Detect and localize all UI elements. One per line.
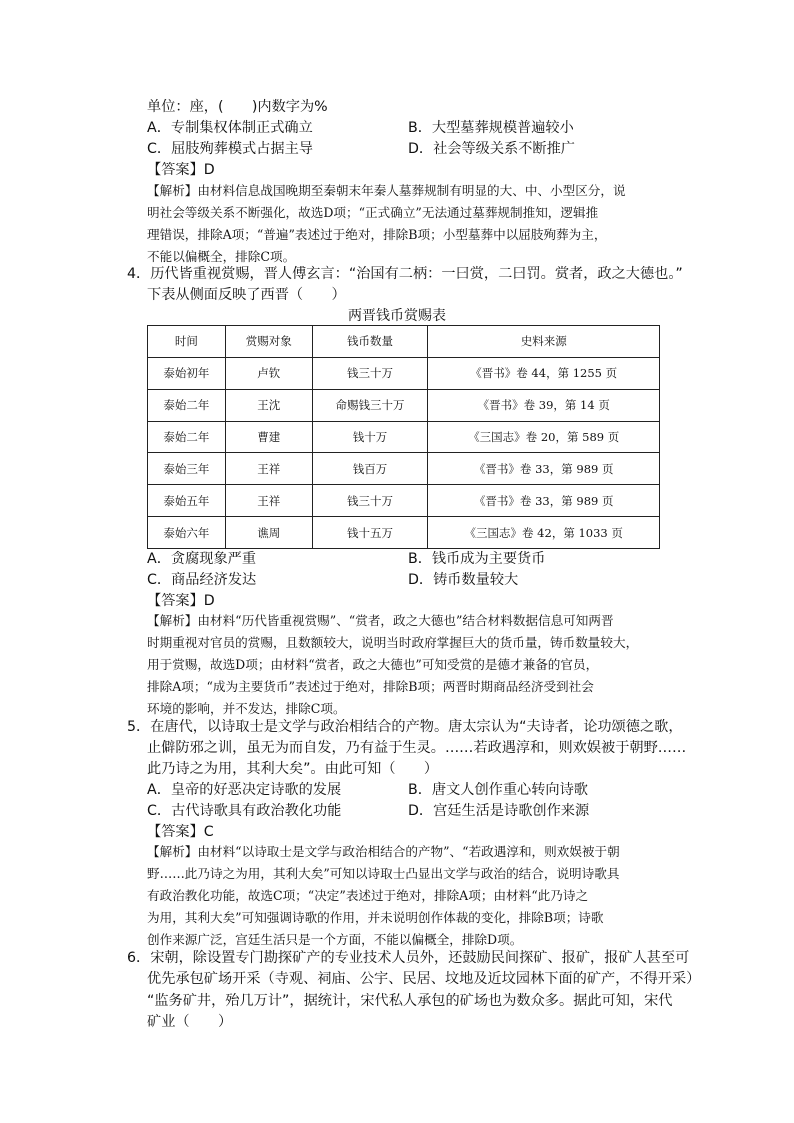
table-cell: 《晋书》卷 39，第 14 页 <box>428 389 660 421</box>
table-header-cell: 时间 <box>148 326 226 358</box>
table-header-cell: 钱币数量 <box>312 326 428 358</box>
q5-explanation-line: 有政治教化功能，故选C项；“决定”表述过于绝对，排除A项；由材料“此乃诗之 <box>147 888 589 903</box>
q3-explanation-line: 不能以偏概全，排除C项。 <box>147 249 296 264</box>
table-cell: 泰始初年 <box>148 357 226 389</box>
table-cell: 钱三十万 <box>312 485 428 517</box>
table-cell: 王祥 <box>225 485 312 517</box>
table-row <box>148 357 660 389</box>
table-row <box>148 421 660 453</box>
unit-line: 单位：座，( )内数字为% <box>147 99 328 115</box>
q3-option-a: A．专制集权体制正式确立 <box>147 120 313 136</box>
table-row <box>148 485 660 517</box>
q5-stem-line: 5．在唐代，以诗取士是文学与政治相结合的产物。唐太宗认为“夫诗者，论功颂德之歌， <box>127 719 683 735</box>
table-cell: 泰始二年 <box>148 389 226 421</box>
q3-option-c: C．屈肢殉葬模式占据主导 <box>147 141 313 157</box>
table-cell: 《三国志》卷 20，第 589 页 <box>428 421 660 453</box>
q3-explanation-line: 明社会等级关系不断强化，故选D项；“正式确立”无法通过墓葬规制推知，逻辑推 <box>147 205 599 220</box>
q6-stem-line: 优先承包矿场开采（寺观、祠庙、公宇、民居、坟地及近坟园林下面的矿产，不得开采） <box>147 971 701 987</box>
q5-stem-line: 此乃诗之为用，其利大矣”。由此可知（ ） <box>147 761 439 777</box>
table-cell: 曹建 <box>225 421 312 453</box>
q5-option-c: C．古代诗歌具有政治教化功能 <box>147 803 342 819</box>
table-cell: 《晋书》卷 33，第 989 页 <box>428 485 660 517</box>
q4-stem-line: 下表从侧面反映了西晋（ ） <box>147 287 346 303</box>
q5-explanation-line: 创作来源广泛，宫廷生活只是一个方面，不能以偏概全，排除D项。 <box>147 932 523 947</box>
table-cell: 钱十五万 <box>312 517 428 549</box>
q4-answer: 【答案】D <box>147 593 215 609</box>
q3-explanation-line: 【解析】由材料信息战国晚期至秦朝末年秦人墓葬规制有明显的大、中、小型区分，说 <box>147 183 626 198</box>
coin-reward-table <box>147 325 660 549</box>
q5-option-b: B．唐文人创作重心转向诗歌 <box>408 782 588 798</box>
table-cell: 王祥 <box>225 453 312 485</box>
q3-answer: 【答案】D <box>147 162 215 178</box>
table-cell: 命赐钱三十万 <box>312 389 428 421</box>
table-row <box>148 453 660 485</box>
table-cell: 《晋书》卷 44，第 1255 页 <box>428 357 660 389</box>
q3-option-b: B．大型墓葬规模普遍较小 <box>408 120 574 136</box>
q4-option-b: B．钱币成为主要货币 <box>408 551 546 567</box>
q4-explanation-line: 用于赏赐，故选D项；由材料“赏者，政之大德也”可知受赏的是德才兼备的官员， <box>147 657 599 672</box>
q6-stem-line: 6．宋朝，除设置专门勘探矿产的专业技术人员外，还鼓励民间探矿、报矿，报矿人甚至可 <box>127 950 690 966</box>
table-cell: 泰始二年 <box>148 421 226 453</box>
table-cell: 钱三十万 <box>312 357 428 389</box>
table-cell: 谯周 <box>225 517 312 549</box>
table-cell: 《晋书》卷 33，第 989 页 <box>428 453 660 485</box>
table-header-row <box>148 326 660 358</box>
table-header-cell: 赏赐对象 <box>225 326 312 358</box>
q5-explanation-line: 为用，其利大矣”可知强调诗歌的作用，并未说明创作体裁的变化，排除B项；诗歌 <box>147 910 604 925</box>
q6-stem-line: 矿业（ ） <box>147 1014 233 1030</box>
q5-option-a: A．皇帝的好恶决定诗歌的发展 <box>147 782 342 798</box>
q4-explanation-line: 环境的影响，并不发达，排除C项。 <box>147 701 346 716</box>
table-cell: 泰始六年 <box>148 517 226 549</box>
q4-explanation-line: 时期重视对官员的赏赐，且数额较大，说明当时政府掌握巨大的货币量，铸币数量较大， <box>147 635 639 650</box>
q3-option-d: D．社会等级关系不断推广 <box>408 141 575 157</box>
q4-stem-line: 4．历代皆重视赏赐，晋人傅玄言：“治国有二柄：一曰赏，二曰罚。赏者，政之大德也。” <box>127 266 683 282</box>
table-cell: 泰始五年 <box>148 485 226 517</box>
table-header-cell: 史料来源 <box>428 326 660 358</box>
table-row <box>148 517 660 549</box>
q5-answer: 【答案】C <box>147 824 214 840</box>
table-row <box>148 389 660 421</box>
table-cell: 卢钦 <box>225 357 312 389</box>
q4-explanation-line: 【解析】由材料“历代皆重视赏赐”、“赏者，政之大德也”结合材料数据信息可知两晋 <box>147 613 614 628</box>
q4-option-a: A．贪腐现象严重 <box>147 551 257 567</box>
q3-explanation-line: 理错误，排除A项；“普遍”表述过于绝对，排除B项；小型墓葬中以屈肢殉葬为主， <box>147 227 607 242</box>
q5-explanation-line: 【解析】由材料“以诗取士是文学与政治相结合的产物”、“若政遇淳和，则欢娱被于朝 <box>147 844 620 859</box>
table-title: 两晋钱币赏赐表 <box>348 308 446 324</box>
q6-stem-line: “监务矿井，殆几万计”，据统计，宋代私人承包的矿场也为数众多。据此可知，宋代 <box>147 993 673 1009</box>
table-cell: 《三国志》卷 42，第 1033 页 <box>428 517 660 549</box>
table-cell: 钱百万 <box>312 453 428 485</box>
q4-option-d: D．铸币数量较大 <box>408 572 519 588</box>
q5-explanation-line: 野……此乃诗之为用，其利大矣”可知以诗取士凸显出文学与政治的结合，说明诗歌具 <box>147 866 620 881</box>
table-cell: 泰始三年 <box>148 453 226 485</box>
table-cell: 王沈 <box>225 389 312 421</box>
q4-option-c: C．商品经济发达 <box>147 572 257 588</box>
q4-explanation-line: 排除A项；“成为主要货币”表述过于绝对，排除B项；两晋时期商品经济受到社会 <box>147 679 594 694</box>
q5-option-d: D．宫廷生活是诗歌创作来源 <box>408 803 590 819</box>
q5-stem-line: 止僻防邪之训，虽无为而自发，乃有益于生灵。……若政遇淳和，则欢娱被于朝野…… <box>147 740 687 756</box>
table-cell: 钱十万 <box>312 421 428 453</box>
